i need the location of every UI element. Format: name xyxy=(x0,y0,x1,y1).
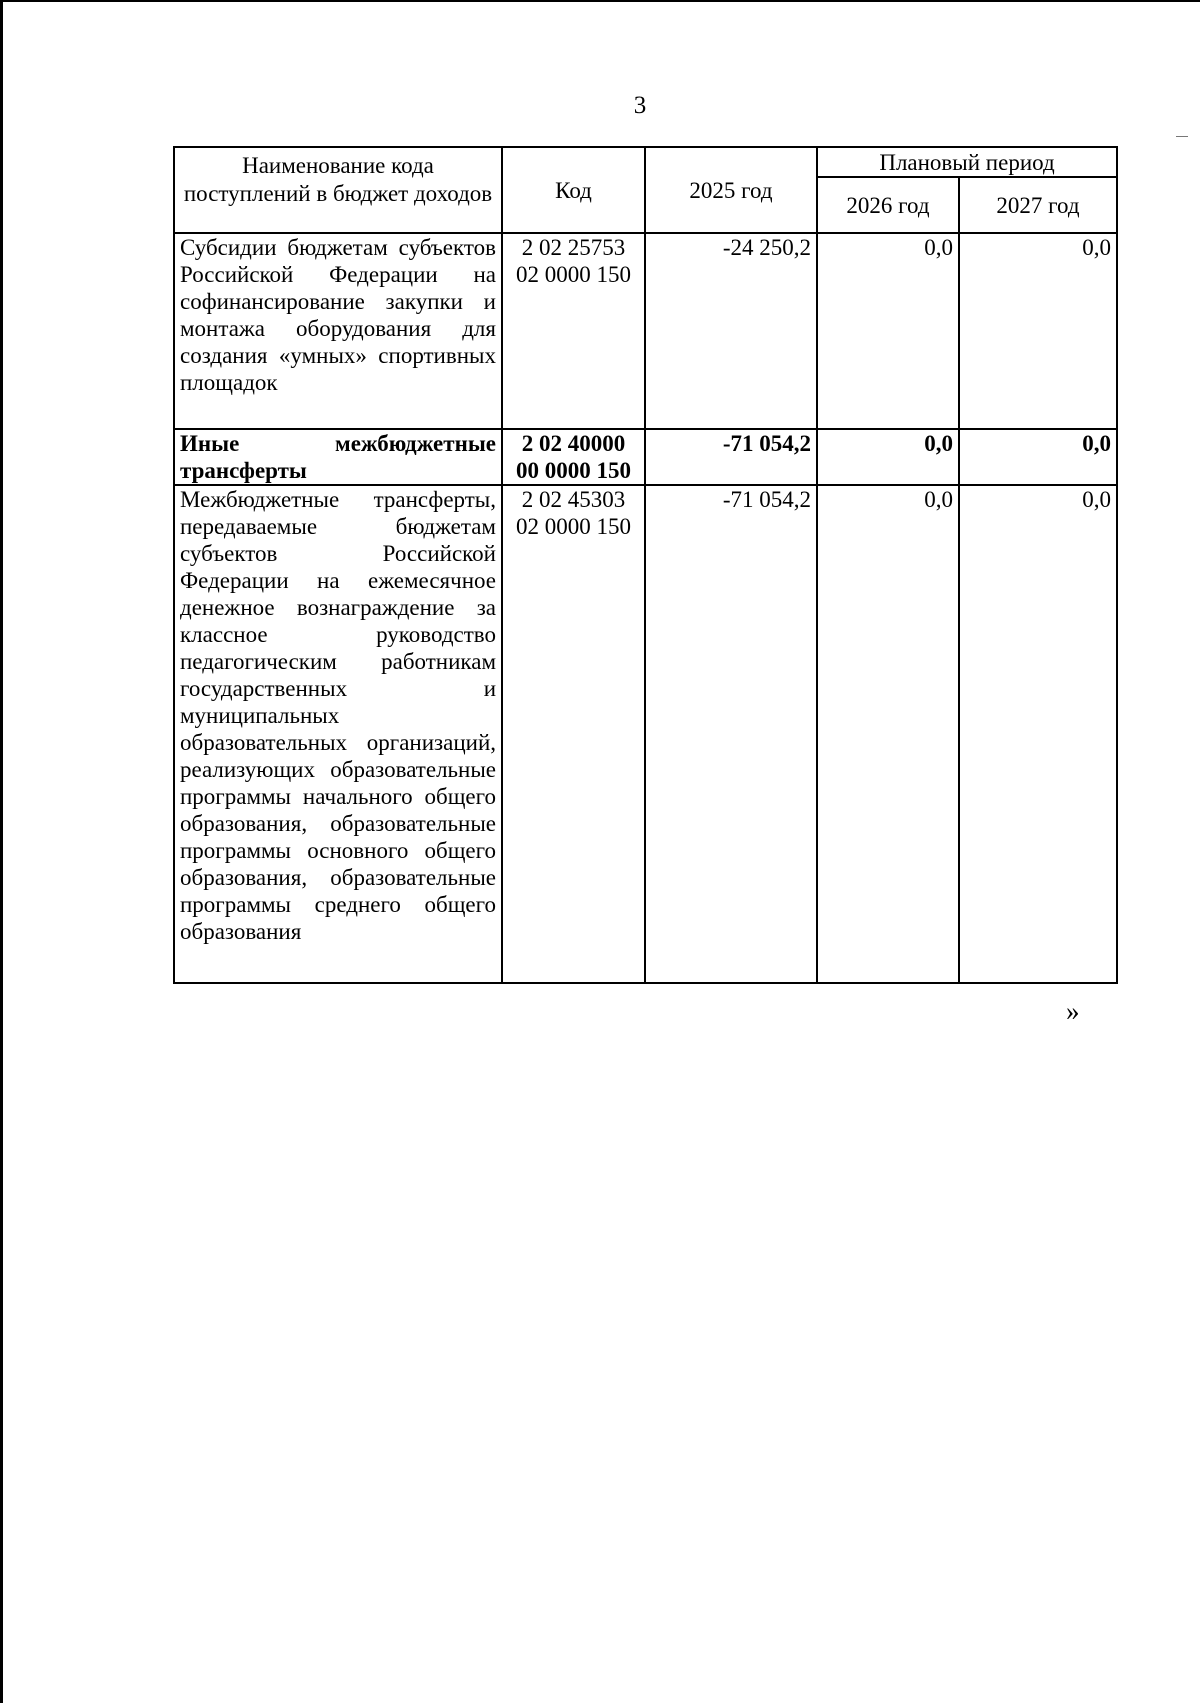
row-value-2025: -24 250,2 xyxy=(645,233,817,429)
header-year-2026: 2026 год xyxy=(817,177,959,233)
row-value-2026: 0,0 xyxy=(817,429,959,485)
header-code: Код xyxy=(502,147,645,233)
row-code: 2 02 25753 02 0000 150 xyxy=(502,233,645,429)
row-code: 2 02 45303 02 0000 150 xyxy=(502,485,645,983)
page-left-edge xyxy=(0,0,3,1703)
row-name: Субсидии бюджетам субъектов Российской Федерации на софинансирование закупки и монтажа оборудования для создания «умных» спортивных площадок xyxy=(174,233,502,429)
row-value-2026: 0,0 xyxy=(817,485,959,983)
table-row xyxy=(174,485,1117,983)
header-year-2027: 2027 год xyxy=(959,177,1117,233)
row-value-2027: 0,0 xyxy=(959,429,1117,485)
row-name: Межбюджетные трансферты, передаваемые бюджетам субъектов Российской Федерации на ежемесячное денежное вознаграждение за классное руководство педагогическим работникам государственных и муниципальных образовательных организаций, реализующих образовательные программы начального общего образования, образовательные программы основного общего образования, образовательные программы среднего общего образования xyxy=(174,485,502,983)
row-value-2025: -71 054,2 xyxy=(645,429,817,485)
budget-table xyxy=(173,146,1118,984)
row-code: 2 02 40000 00 0000 150 xyxy=(502,429,645,485)
header-name: Наименование кода поступлений в бюджет доходов xyxy=(174,147,502,233)
row-value-2027: 0,0 xyxy=(959,233,1117,429)
page-top-edge xyxy=(0,0,1200,2)
row-value-2025: -71 054,2 xyxy=(645,485,817,983)
scan-mark xyxy=(1176,136,1188,137)
page-number: 3 xyxy=(633,92,647,119)
header-planned-period: Плановый период xyxy=(817,147,1117,177)
header-row-1 xyxy=(174,147,1117,177)
row-name: Иные межбюджетные трансферты xyxy=(174,429,502,485)
header-year-2025: 2025 год xyxy=(645,147,817,233)
table-row xyxy=(174,429,1117,485)
row-value-2026: 0,0 xyxy=(817,233,959,429)
closing-quote: » xyxy=(1066,996,1080,1026)
row-value-2027: 0,0 xyxy=(959,485,1117,983)
table-row xyxy=(174,233,1117,429)
